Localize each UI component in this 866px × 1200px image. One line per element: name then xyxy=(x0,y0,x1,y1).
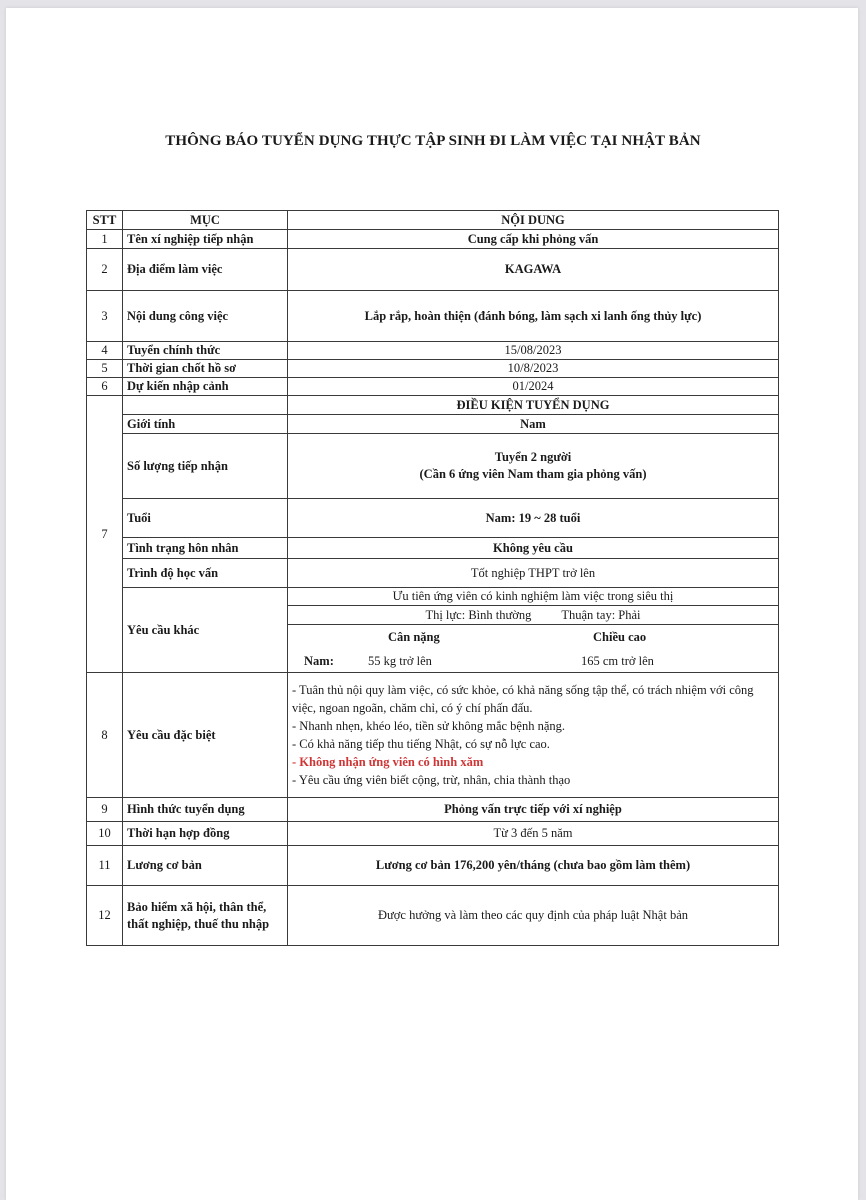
table-header-row xyxy=(87,211,779,230)
row-value: 15/08/2023 xyxy=(288,342,779,360)
row-label: Bảo hiểm xã hội, thân thể, thất nghiệp, thuế thu nhập xyxy=(123,886,288,946)
table-row xyxy=(87,822,779,846)
row-label: Thời hạn hợp đồng xyxy=(123,822,288,846)
quantity-value xyxy=(288,434,779,499)
row-value: KAGAWA xyxy=(288,249,779,291)
requirement-item: - Có khả năng tiếp thu tiếng Nhật, có sự nỗ lực cao. xyxy=(292,737,550,751)
gender-label: Giới tính xyxy=(123,415,288,434)
requirement-item: - Tuân thủ nội quy làm việc, có sức khỏe, có khả năng sống tập thể, có trách nhiệm với công việc, ngoan ngoãn, chăm chỉ, có ý chí phấn đấu. xyxy=(292,683,754,715)
row-stt: 6 xyxy=(87,378,123,396)
row-stt: 11 xyxy=(87,846,123,886)
table-row xyxy=(87,588,779,606)
recruitment-table xyxy=(86,210,779,946)
special-label: Yêu cầu đặc biệt xyxy=(123,673,288,798)
row-value: 01/2024 xyxy=(288,378,779,396)
table-row xyxy=(87,360,779,378)
table-row xyxy=(87,342,779,360)
row-stt: 7 xyxy=(87,396,123,673)
row-value: Từ 3 đến 5 năm xyxy=(288,822,779,846)
table-row xyxy=(87,559,779,588)
weight-value: 55 kg trở lên xyxy=(368,653,432,668)
vision-value: Thị lực: Bình thường xyxy=(425,607,532,622)
table-row xyxy=(87,798,779,822)
row-value: Phỏng vấn trực tiếp với xí nghiệp xyxy=(288,798,779,822)
document-title: THÔNG BÁO TUYỂN DỤNG THỰC TẬP SINH ĐI LÀM VIỆC TẠI NHẬT BẢN xyxy=(165,133,701,149)
row-label: Hình thức tuyển dụng xyxy=(123,798,288,822)
table-row xyxy=(87,846,779,886)
conditions-heading-row xyxy=(87,396,779,415)
row-label: Dự kiến nhập cảnh xyxy=(123,378,288,396)
gender-value: Nam xyxy=(288,415,779,434)
table-row xyxy=(87,291,779,342)
age-value: Nam: 19 ~ 28 tuổi xyxy=(288,499,779,538)
quantity-label: Số lượng tiếp nhận xyxy=(123,434,288,499)
special-requirements-list xyxy=(288,673,779,798)
table-row xyxy=(87,886,779,946)
row-label: Tuyển chính thức xyxy=(123,342,288,360)
conditions-heading: ĐIỀU KIỆN TUYỂN DỤNG xyxy=(288,396,779,415)
row-stt: 2 xyxy=(87,249,123,291)
row-label: Lương cơ bản xyxy=(123,846,288,886)
row-label: Nội dung công việc xyxy=(123,291,288,342)
table-row xyxy=(87,378,779,396)
gender-prefix: Nam: xyxy=(304,653,334,668)
row-value: Lương cơ bản 176,200 yên/tháng (chưa bao gồm làm thêm) xyxy=(288,846,779,886)
height-header: Chiều cao xyxy=(593,629,647,644)
row-label: Thời gian chốt hồ sơ xyxy=(123,360,288,378)
header-stt: STT xyxy=(87,211,123,230)
header-noi-dung: NỘI DUNG xyxy=(288,211,779,230)
age-label: Tuổi xyxy=(123,499,288,538)
height-value: 165 cm trở lên xyxy=(581,653,654,668)
table-row xyxy=(87,415,779,434)
quantity-line-1: Tuyển 2 người xyxy=(494,450,572,464)
table-row xyxy=(87,538,779,559)
other-label: Yêu cầu khác xyxy=(123,588,288,673)
row-value: 10/8/2023 xyxy=(288,360,779,378)
table-row xyxy=(87,673,779,798)
row-value: Lắp rắp, hoàn thiện (đánh bóng, làm sạch xi lanh ống thủy lực) xyxy=(288,291,779,342)
hand-value: Thuận tay: Phải xyxy=(561,607,641,622)
row-stt: 10 xyxy=(87,822,123,846)
table-row xyxy=(87,230,779,249)
marital-label: Tình trạng hôn nhân xyxy=(123,538,288,559)
row-label: Tên xí nghiệp tiếp nhận xyxy=(123,230,288,249)
row-label: Địa điểm làm việc xyxy=(123,249,288,291)
requirement-item: - Nhanh nhẹn, khéo léo, tiền sử không mắc bệnh nặng. xyxy=(292,719,566,733)
row-stt: 5 xyxy=(87,360,123,378)
row-stt: 4 xyxy=(87,342,123,360)
education-label: Trình độ học vấn xyxy=(123,559,288,588)
header-muc: MỤC xyxy=(123,211,288,230)
table-row xyxy=(87,434,779,499)
education-value: Tốt nghiệp THPT trở lên xyxy=(288,559,779,588)
quantity-line-2: (Cần 6 ứng viên Nam tham gia phỏng vấn) xyxy=(419,467,647,481)
row-value: Được hưởng và làm theo các quy định của pháp luật Nhật bản xyxy=(288,886,779,946)
conditions-heading-spacer xyxy=(123,396,288,415)
row-stt: 3 xyxy=(87,291,123,342)
table-row xyxy=(87,249,779,291)
weight-height-cell xyxy=(288,625,779,673)
row-stt: 9 xyxy=(87,798,123,822)
table-row xyxy=(87,499,779,538)
marital-value: Không yêu cầu xyxy=(288,538,779,559)
row-stt: 1 xyxy=(87,230,123,249)
other-priority: Ưu tiên ứng viên có kinh nghiệm làm việc trong siêu thị xyxy=(288,588,779,606)
weight-header: Cân nặng xyxy=(388,629,440,644)
requirement-item: - Yêu cầu ứng viên biết cộng, trừ, nhân, chia thành thạo xyxy=(292,773,571,787)
row-stt: 12 xyxy=(87,886,123,946)
other-vision-hand xyxy=(288,606,779,625)
row-stt: 8 xyxy=(87,673,123,798)
requirement-item-highlight: - Không nhận ứng viên có hình xăm xyxy=(292,755,484,769)
row-value: Cung cấp khi phỏng vấn xyxy=(288,230,779,249)
